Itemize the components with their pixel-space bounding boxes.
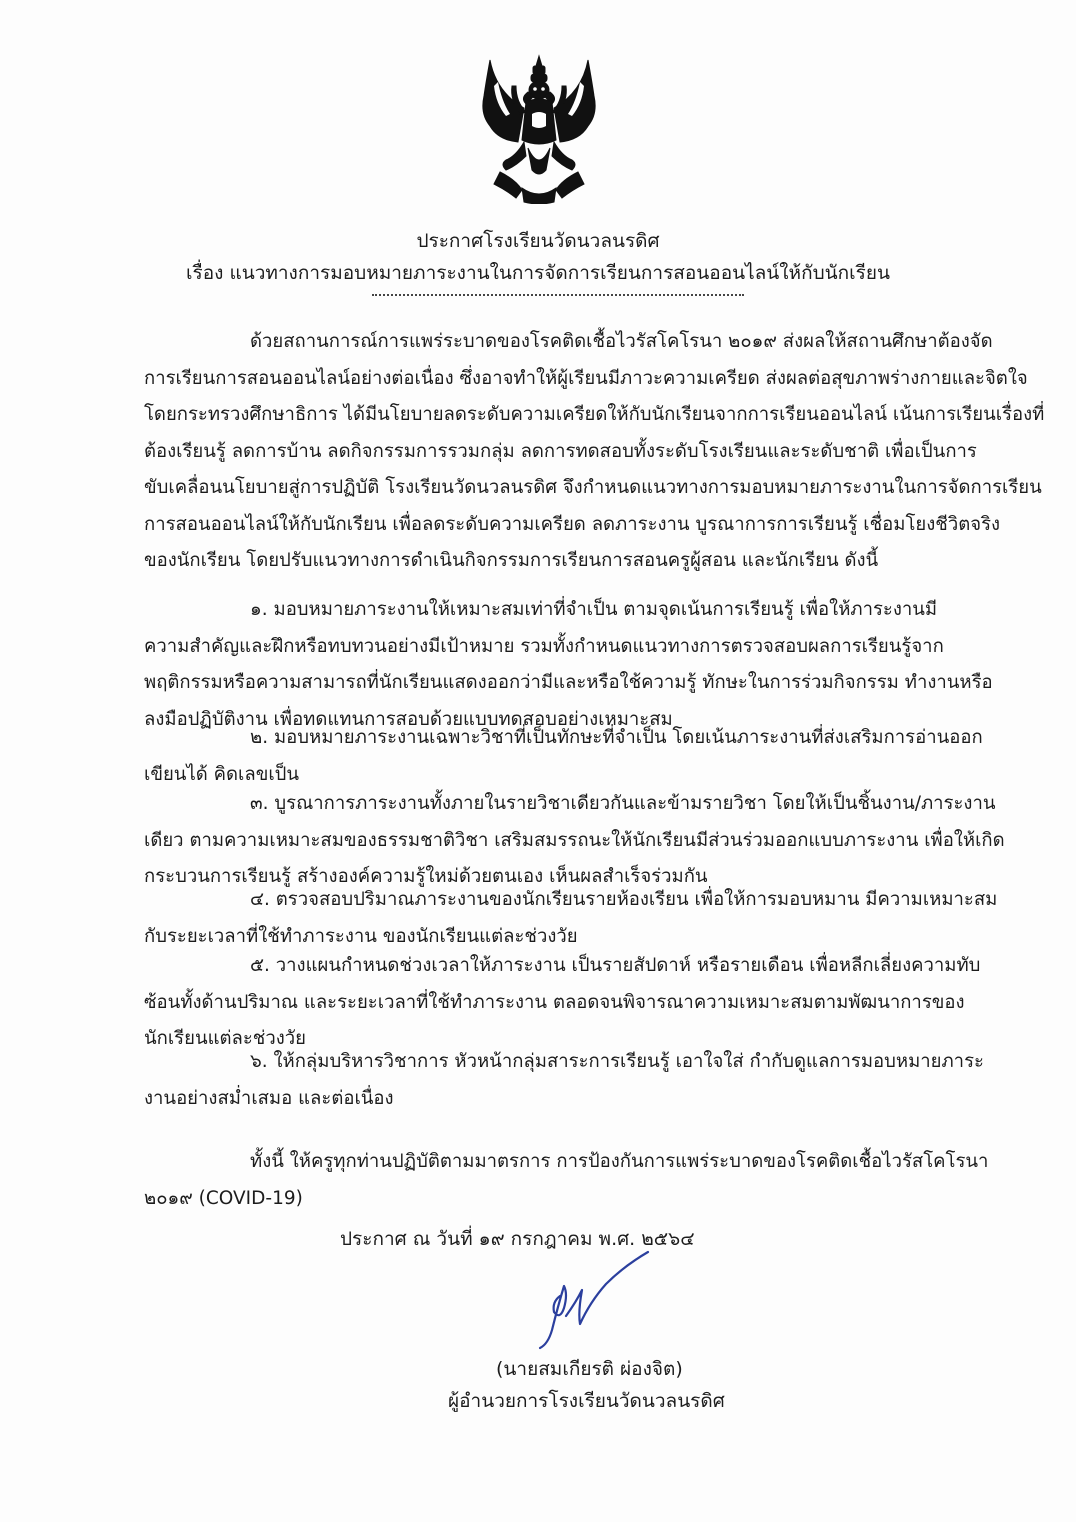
intro-line: การเรียนการสอนออนไลน์อย่างต่อเนื่อง ซึ่งอาจทำให้ผู้เรียนมีภาวะความเครียด ส่งผลต่อสุขภาพร่างกายและจิตใจ (144, 367, 1028, 389)
list-item-1 (144, 592, 993, 738)
closing-line: ทั้งนี้ ให้ครูทุกท่านปฏิบัติตามมาตรการ การป้องกันการแพร่ระบาดของโรคติดเชื้อไวรัสโคโรนา (250, 1151, 989, 1172)
list-item-line: ๕. วางแผนกำหนดช่วงเวลาให้ภาระงาน เป็นรายสัปดาห์ หรือรายเดือน เพื่อหลีกเลี่ยงความทับ (250, 955, 981, 976)
dotted-divider (372, 294, 744, 296)
list-item-5 (144, 948, 981, 1058)
signer-name: (นายสมเกียรติ ผ่องจิต) (496, 1358, 683, 1380)
closing-paragraph (144, 1144, 989, 1217)
list-item-line: ๒. มอบหมายภาระงานเฉพาะวิชาที่เป็นทักษะที่จำเป็น โดยเน้นภาระงานที่ส่งเสริมการอ่านออก (250, 727, 983, 748)
intro-line: ด้วยสถานการณ์การแพร่ระบาดของโรคติดเชื้อไวรัสโคโรนา ๒๐๑๙ ส่งผลให้สถานศึกษาต้องจัด (250, 331, 993, 352)
intro-paragraph (144, 324, 1045, 580)
list-item-line: ความสำคัญและฝึกหรือทบทวนอย่างมีเป้าหมาย รวมทั้งกำหนดแนวทางการตรวจสอบผลการเรียนรู้จาก (144, 635, 944, 657)
announcement-subject: เรื่อง แนวทางการมอบหมายภาระงานในการจัดการเรียนการสอนออนไลน์ให้กับนักเรียน (186, 262, 890, 284)
intro-line: ของนักเรียน โดยปรับแนวทางการดำเนินกิจกรรมการเรียนการสอนครูผู้สอน และนักเรียน ดังนี้ (144, 550, 879, 571)
list-item-line: งานอย่างสม่ำเสมอ และต่อเนื่อง (144, 1087, 394, 1109)
list-item-line: ๖. ให้กลุ่มบริหารวิชาการ หัวหน้ากลุ่มสาระการเรียนรู้ เอาใจใส่ กำกับดูแลการมอบหมายภาระ (250, 1051, 984, 1072)
signer-position: ผู้อำนวยการโรงเรียนวัดนวลนรดิศ (448, 1390, 725, 1412)
intro-line: โดยกระทรวงศึกษาธิการ ได้มีนโยบายลดระดับความเครียดให้กับนักเรียนจากการเรียนออนไลน์ เน้นการเรียนเรื่องที่ (144, 404, 1045, 425)
intro-line: การสอนออนไลน์ให้กับนักเรียน เพื่อลดระดับความเครียด ลดภาระงาน บูรณาการการเรียนรู้ เชื่อมโยงชีวิตจริง (144, 513, 1001, 535)
list-item-4 (144, 882, 998, 955)
list-item-line: กับระยะเวลาที่ใช้ทำภาระงาน ของนักเรียนแต่ละช่วงวัย (144, 925, 578, 947)
list-item-line: ๓. บูรณาการภาระงานทั้งภายในรายวิชาเดียวกันและข้ามรายวิชา โดยให้เป็นชิ้นงาน/ภาระงาน (250, 793, 996, 814)
list-item-line: เดียว ตามความเหมาะสมของธรรมชาติวิชา เสริมสมรรถนะให้นักเรียนมีส่วนร่วมออกแบบภาระงาน เพื่อให้เกิด (144, 829, 1005, 851)
list-item-line: ลงมือปฏิบัติงาน เพื่อทดแทนการสอบด้วยแบบทดสอบอย่างเหมาะสม (144, 708, 673, 730)
closing-line: ๒๐๑๙ (COVID-19) (144, 1187, 303, 1209)
list-item-line: นักเรียนแต่ละช่วงวัย (144, 1028, 307, 1049)
list-item-6 (144, 1044, 984, 1117)
intro-line: ขับเคลื่อนนโยบายสู่การปฏิบัติ โรงเรียนวัดนวลนรดิศ จึงกำหนดแนวทางการมอบหมายภาระงานในการจัดการเรียน (144, 477, 1042, 498)
handwritten-signature (530, 1246, 660, 1356)
list-item-line: ๑. มอบหมายภาระงานให้เหมาะสมเท่าที่จำเป็น ตามจุดเน้นการเรียนรู้ เพื่อให้ภาระงานมี (250, 599, 938, 620)
announcement-title: ประกาศโรงเรียนวัดนวลนรดิศ (416, 230, 660, 252)
list-item-line: เขียนได้ คิดเลขเป็น (144, 763, 300, 785)
list-item-line: กระบวนการเรียนรู้ สร้างองค์ความรู้ใหม่ด้วยตนเอง เห็นผลสำเร็จร่วมกัน (144, 866, 708, 887)
list-item-line: ซ้อนทั้งด้านปริมาณ และระยะเวลาที่ใช้ทำภาระงาน ตลอดจนพิจารณาความเหมาะสมตามพัฒนาการของ (144, 991, 965, 1013)
announcement-date: ประกาศ ณ วันที่ ๑๙ กรกฎาคม พ.ศ. ๒๕๖๔ (340, 1228, 695, 1250)
list-item-3 (144, 786, 1005, 896)
list-item-line: ๔. ตรวจสอบปริมาณภาระงานของนักเรียนรายห้องเรียน เพื่อให้การมอบหมาน มีความเหมาะสม (250, 889, 998, 910)
garuda-emblem-icon (476, 52, 602, 204)
list-item-2 (144, 720, 983, 793)
list-item-line: พฤติกรรมหรือความสามารถที่นักเรียนแสดงออกว่ามีและหรือใช้ความรู้ ทักษะในการร่วมกิจกรรม ทำงานหรือ (144, 672, 993, 693)
intro-line: ต้องเรียนรู้ ลดการบ้าน ลดกิจกรรมการรวมกลุ่ม ลดการทดสอบทั้งระดับโรงเรียนและระดับชาติ เพื่อเป็นการ (144, 440, 977, 462)
